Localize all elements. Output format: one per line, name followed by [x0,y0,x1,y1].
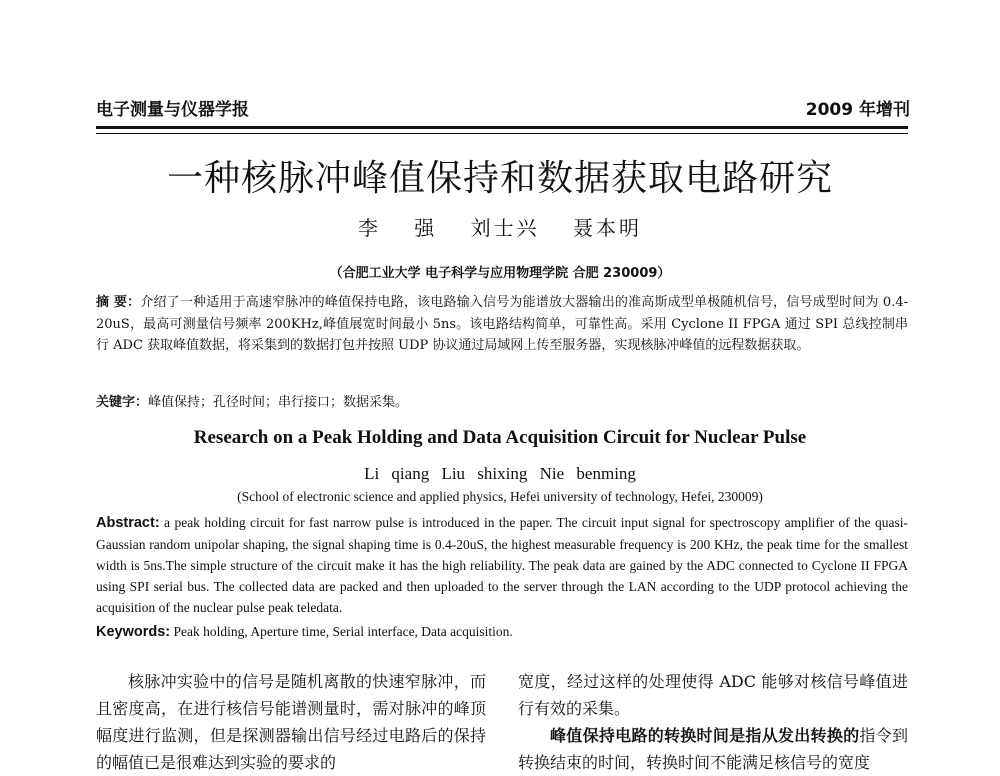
abstract-en [96,512,908,618]
abstract-en-text: a peak holding circuit for fast narrow pulse is introduced in the paper. The circuit input signal for spectroscopy amplifier of the quasi-Gaussian random unipolar shaping, the signal shaping time is 0.4-20uS, the highest measurable frequency is 200 KHz, the peak time for the smallest width is 5ns.The simple structure of the circuit make it has the high reliability. The peak data are gained by the ADC connected to Cyclone II FPGA using SPI serial bus. The collected data are packed and then uploaded to the server through the LAN according to the UDP protocol achieving the acquisition of the nuclear pulse peak teledata. [96,515,908,615]
header-rule-thin [96,133,908,134]
affiliation-en: (School of electronic science and applied physics, Hefei university of technology, Hefei, 230009) [237,489,763,504]
keywords-en-label: Keywords: [96,624,171,640]
body-right-paragraph-2 [518,722,908,776]
body-right-p2-rest: 指令到转换结束的时间，转换时间不能满足核信号的宽度 [518,726,908,772]
keywords-cn [96,393,908,413]
paper-title-cn: 一种核脉冲峰值保持和数据获取电路研究 [166,158,833,199]
affiliation-cn: （合肥工业大学 电子科学与应用物理学院 合肥 230009） [329,266,671,281]
abstract-cn [96,292,908,357]
body-left-paragraph: 核脉冲实验中的信号是随机离散的快速窄脉冲，而且密度高，在进行核信号能谱测量时，需对脉冲的峰顶幅度进行监测，但是探测器输出信号经过电路后的保持的幅值已是很难达到实验的要求的 [96,672,486,772]
header-rule-thick [96,126,908,129]
body-right-paragraph-1: 宽度，经过这样的处理使得 ADC 能够对核信号峰值进行有效的采集。 [518,672,908,718]
abstract-cn-label: 摘 要： [96,295,141,310]
abstract-en-label: Abstract: [96,515,160,531]
keywords-cn-text: 峰值保持；孔径时间；串行接口；数据采集。 [148,395,409,410]
keywords-en [96,621,908,643]
abstract-cn-text: 介绍了一种适用于高速窄脉冲的峰值保持电路，该电路输入信号为能谱放大器输出的准高斯成型单极随机信号，信号成型时间为 0.4-20uS，最高可测量信号频率 200KHz,峰值展宽时间最小 5ns。该电路结构简单，可靠性高。采用 Cyclone II FPGA 通过 SPI 总线控制串行 ADC 获取峰值数据，将采集到的数据打包并按照 UDP 协议通过局域网上传至服务器，实现核脉冲峰值的远程数据获取。 [96,295,908,353]
body-right-p2-lead: 峰值保持电路的转换时间是指从发出转换的 [550,726,860,745]
authors-cn: 李 强 刘士兴 聂本明 [357,216,643,240]
authors-en: Li qiang Liu shixing Nie benming [364,464,636,483]
journal-name: 电子测量与仪器学报 [96,100,249,120]
paper-title-en: Research on a Peak Holding and Data Acquisition Circuit for Nuclear Pulse [193,427,807,448]
keywords-en-text: Peak holding, Aperture time, Serial interface, Data acquisition. [170,624,513,639]
issue-label: 2009 年增刊 [805,100,910,120]
keywords-cn-label: 关键字： [96,395,149,410]
